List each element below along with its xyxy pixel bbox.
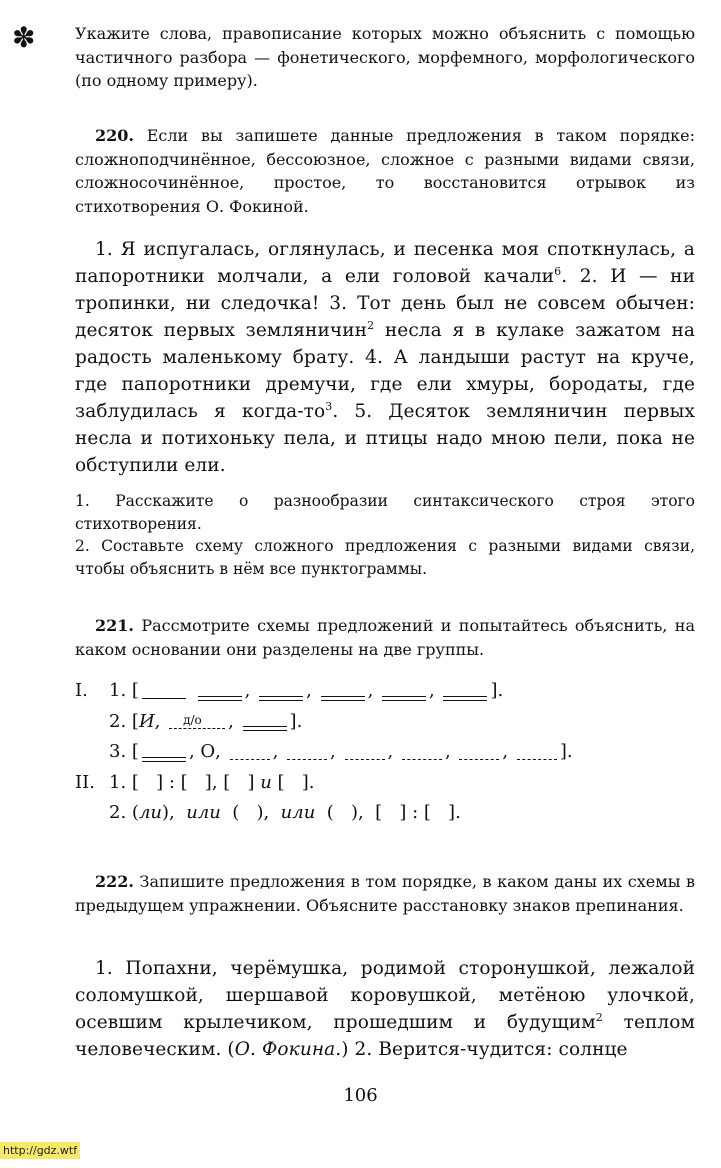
scheme-text: И — [138, 710, 155, 732]
scheme-line-dashed — [517, 759, 557, 760]
scheme-text: , — [387, 741, 399, 762]
scheme-number: 2. — [109, 802, 132, 823]
text-segment: 1. Попахни, черёмушка, родимой сторонушкой, лежалой соломушкой, шершавой коровушкой, метёною улочкой, осевшим крылечиком, прошедшим и будущим — [75, 958, 695, 1033]
scheme-text: ), — [162, 802, 187, 823]
exercise-222 — [75, 870, 695, 917]
scheme-row — [75, 768, 695, 799]
exercise-number: 222. — [95, 872, 134, 891]
footnote-mark: 6 — [554, 264, 562, 278]
scheme-text: ( ), [ ] : [ ]. — [315, 802, 461, 823]
scheme-text: ]. — [490, 680, 504, 701]
scheme-row — [75, 798, 695, 829]
question: 2. Составьте схему сложного предложения с разными видами связи, чтобы объяснить в нём все пунктограммы. — [75, 537, 695, 578]
poem-segment: 1. Я испугалась, оглянулась, и песенка моя споткнулась, а папоротники молчали, а ели головой качали — [75, 239, 695, 287]
question: 1. Расскажите о разнообразии синтаксического строя этого стихотворения. — [75, 492, 695, 533]
scheme-text: , — [330, 741, 342, 762]
poem-segment: несла я в кулаке зажатом на радость маленькому брату. 4. А ландыши растут на круче, где папоротники дремучи, где ели хмуры, бородаты, где заблудилась я когда-то — [75, 320, 696, 422]
poem-text — [75, 236, 695, 479]
scheme-line-dashed — [402, 759, 442, 760]
text-segment: теплом человеческим. ( — [75, 1012, 696, 1060]
exercise-221 — [75, 614, 695, 661]
scheme-number: 1. — [109, 680, 132, 701]
scheme-line-label: д/о — [183, 713, 202, 727]
scheme-text: ]. — [289, 710, 303, 732]
exercise-220 — [75, 124, 695, 218]
scheme-row — [75, 707, 695, 738]
scheme-text: ли — [138, 802, 162, 823]
scheme-text: ]. — [559, 741, 573, 762]
scheme-line-double — [198, 696, 242, 701]
scheme-group-label: I. — [75, 680, 88, 701]
scheme-text: , — [272, 741, 285, 762]
exercise-number: 221. — [95, 616, 134, 635]
exercise-text: Если вы запишете данные предложения в таком порядке: сложноподчинённое, бессоюзное, сложное с разными видами связи, сложносочинённое, простое, то восстановится отрывок из стихотворения О. Фокиной. — [75, 126, 695, 216]
scheme-text: , — [502, 741, 514, 762]
scheme-text: , — [444, 741, 457, 762]
scheme-text: , — [306, 680, 318, 701]
scheme-text: ( — [131, 802, 139, 823]
sentence-schemes — [75, 676, 695, 829]
scheme-number: 3. — [109, 741, 132, 762]
page-number: 106 — [343, 1085, 378, 1106]
scheme-line-double — [443, 696, 487, 701]
scheme-line-double — [382, 696, 426, 701]
scheme-text: , — [154, 710, 167, 732]
footnote-mark: 2 — [367, 318, 375, 332]
scheme-line-dashed — [230, 759, 270, 760]
scheme-line-single — [142, 698, 186, 699]
scheme-line-dashed — [459, 759, 499, 760]
scheme-number: 1. — [109, 771, 132, 793]
scheme-text: [ ]. — [271, 771, 315, 793]
scheme-group-label: II. — [75, 771, 95, 793]
scheme-text: , — [367, 680, 380, 701]
scheme-row — [75, 676, 695, 707]
watermark-link[interactable]: http://gdz.wtf — [0, 1142, 80, 1159]
scheme-line-double — [142, 757, 186, 762]
scheme-line-double — [259, 696, 303, 701]
questions — [75, 490, 695, 580]
scheme-text: , — [429, 680, 441, 701]
poem-segment: . 5. Десяток земляничин первых несла и потихоньку пела, и птицы надо мною пели, пока не обступили ели. — [75, 401, 696, 476]
final-text — [75, 955, 695, 1063]
exercise-text: Запишите предложения в том порядке, в каком даны их схемы в предыдущем упражнении. Объясните расстановку знаков препинания. — [75, 872, 695, 915]
scheme-line-dashed — [345, 759, 385, 760]
scheme-text: [ — [131, 710, 139, 732]
scheme-text: или — [186, 802, 221, 823]
text-segment: ) 2. Верится-чудится: солнце — [341, 1039, 628, 1060]
scheme-text: ( ), — [220, 802, 281, 823]
scheme-line-double — [321, 696, 365, 701]
scheme-text: [ ] : [ ], [ ] — [131, 771, 261, 793]
footnote-mark: 3 — [325, 399, 333, 413]
exercise-text: Рассмотрите схемы предложений и попытайтесь объяснить, на каком основании они разделены на две группы. — [75, 616, 695, 659]
scheme-text: , О, — [188, 741, 227, 762]
scheme-text: или — [280, 802, 316, 823]
scheme-text: [ — [131, 680, 139, 701]
scheme-line-dashed — [287, 759, 327, 760]
poem-segment: . 2. И — ни тропинки, ни следочка! 3. Тот день был не совсем обычен: десяток первых земляничин — [75, 266, 696, 341]
exercise-number: 220. — [95, 126, 134, 145]
scheme-number: 2. — [109, 710, 132, 732]
footnote-mark: 2 — [595, 1010, 603, 1024]
scheme-text: , — [244, 680, 257, 701]
scheme-text: и — [260, 771, 272, 793]
task-intro: Укажите слова, правописание которых можно объяснить с помощью частичного разбора — фонетического, морфемного, морфологического (по одному примеру). — [75, 24, 695, 90]
scheme-text — [189, 680, 195, 701]
scheme-row — [75, 737, 695, 768]
task-star-icon: ✽ — [12, 21, 36, 54]
scheme-line-double — [243, 726, 287, 731]
scheme-line-dashdot — [169, 713, 225, 729]
scheme-text: , — [228, 710, 240, 732]
scheme-text: [ — [131, 741, 139, 762]
author: О. Фокина. — [234, 1039, 342, 1060]
